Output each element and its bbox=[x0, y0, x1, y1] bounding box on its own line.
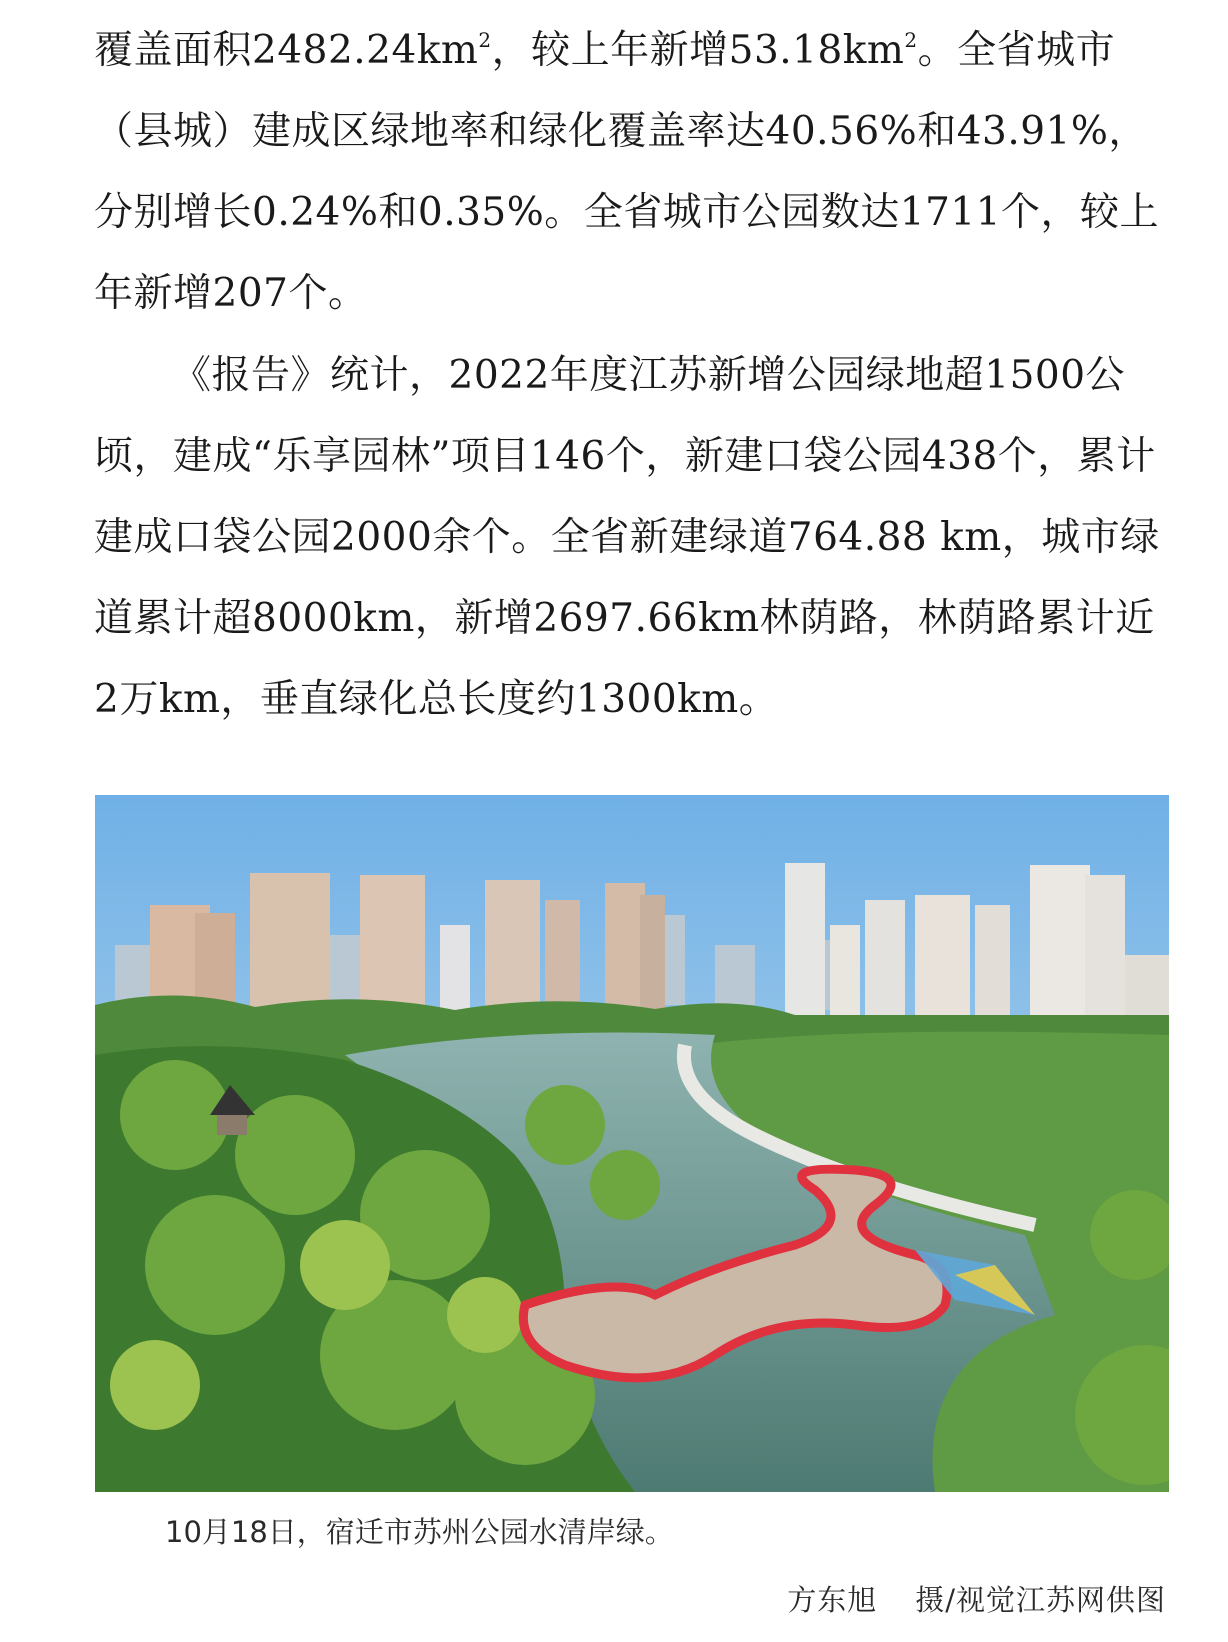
superscript: 2 bbox=[904, 28, 918, 52]
photo-source: 摄/视觉江苏网供图 bbox=[915, 1583, 1166, 1617]
superscript: 2 bbox=[478, 28, 492, 52]
park-illustration bbox=[95, 795, 1169, 1492]
text-segment: ，较上年新增53.18km bbox=[491, 28, 905, 73]
photo-caption: 10月18日，宿迁市苏州公园水清岸绿。 bbox=[165, 1515, 674, 1549]
text-segment: 。全省城市（县城）建成区绿地率和绿化覆盖率达40.56%和43.91%，分别增长0.24%和0.35%。全省城市公园数达1711个，较上年新增207个。 bbox=[94, 28, 1160, 316]
text-segment: 覆盖面积2482.24km bbox=[94, 28, 479, 73]
park-photo bbox=[95, 795, 1169, 1492]
photographer: 方东旭 bbox=[787, 1583, 878, 1617]
paragraph-1 bbox=[94, 10, 1170, 334]
paragraph-2: 《报告》统计，2022年度江苏新增公园绿地超1500公顷，建成“乐享园林”项目146个，新建口袋公园438个，累计建成口袋公园2000余个。全省新建绿道764.88 km，城市绿道累计超8000km，新增2697.66km林荫路，林荫路累计近2万km，垂直绿化总长度约1300km。 bbox=[94, 353, 1160, 722]
photo-credit bbox=[787, 1578, 1166, 1619]
